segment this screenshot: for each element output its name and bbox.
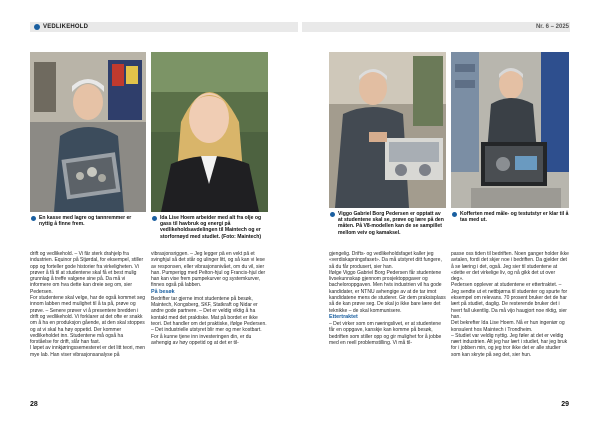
paragraph: Det bekrefter Ida Lise Hoem. Nå er hun ingeniør og konsulent hos Maintech i Trondheim. xyxy=(451,320,565,333)
photo-ida-portrait-image xyxy=(151,52,268,212)
caption-arrow-icon xyxy=(452,212,457,217)
subheading-ettertraktet: Ettertraktet xyxy=(329,313,358,320)
paragraph: – Det industrielle utstyret blir mer og mer kostbart. For å kunne tjene inn investeringen din, er du avhengig av høy oppetid og at det er til- xyxy=(151,327,262,346)
paragraph: For studentene skal velge, har de også kommet seg innom labben med mulighet til å ta på, prøve og prøve. – Senere prøver vi å presentere bredden i drift og vedlikehold. Vi forklarer at det ofte er snakk om å ha en produksjon gående, at den skal stoppes og at vi skal ha høy oppetid. Der kommer vedlikeholdet inn. Studentene må også ha forståelse for drift, slår han fast. xyxy=(30,295,146,346)
caption-arrow-icon xyxy=(330,212,335,217)
photo-parts-box xyxy=(30,52,146,212)
paragraph: – Studiet var veldig nyttig. Jeg føler at det er veldig nært industrien. Alt jeg har lært i studiet, har jeg bruk for i jobben min, og jeg tror ikke det er alle studier som kan skryte på seg det, sier hun. xyxy=(451,332,568,358)
header-bar-right xyxy=(302,22,570,32)
section-label xyxy=(34,22,88,32)
caption-parts-box: En kasse med lagre og tannremmer er nyttig å finne frem. xyxy=(39,215,146,227)
section-title: VEDLIKEHOLD xyxy=(43,24,89,30)
photo-ida-lise-hoem xyxy=(151,52,268,212)
paragraph: – Det virker som om næringslivet, er at studentene får en oppgave, kanskje kan komme på besøk, bedriften som stiller opp og gir mulighet for å jobbe med en reell problemstilling. Vi må til- xyxy=(329,320,442,346)
paragraph: passe oss tiden til bedriften. Noen ganger holder ikke avtalen, fordi det skjer noe i bedriften. Da gjelder det å se læring i det, også. Jeg sier til studentene at «dette er det virkelige liv, og nå gikk det ut over deg». xyxy=(451,251,569,283)
issue-number: Nr. 6 – 2025 xyxy=(535,24,569,30)
caption-arrow-icon xyxy=(152,216,157,221)
photo-v8-model xyxy=(329,52,446,208)
paragraph: Pedersen opplever at studentene er ettertraktet. – Jeg sendte ut et nettbjørna til studenter og spurte for eksempel om relevans. 70 prosent bruker det de har lært på studiet, daglig. De resterende bruker det i hvert fall ukentlig. Da må vijo haugjort noe riktig, sier han. xyxy=(451,282,568,320)
photo-test-case xyxy=(451,52,569,208)
paragraph: Bedrifter tar gjerne imot studentene på besøk, Maintech, Kongsberg, SKF, Statkraft og Nidar er andre gode partnere. – Det er veldig viktig å ha kontakt med det praktiske. Mat på bordet er ikke teori. Det handler om det praktiske, ifølge Pedersen. xyxy=(151,295,267,327)
photo-test-case-image xyxy=(451,52,569,208)
text-column-2 xyxy=(151,251,268,393)
paragraph: I løpet av innkjøringssemesteret er det litt teori, men mye lab. Han viser vibrasjonsanalyse på xyxy=(30,345,146,358)
photo-parts-box-image xyxy=(30,52,146,212)
subheading-pa-besok: På besøk xyxy=(151,288,175,295)
caption-ida-lise-hoem: Ida Lise Hoem arbeider med alt fra olje og gass til havbruk og energi på vedlikeholdsavdelingen til Maintech og er storfornøyd med studiet. (Foto: Maintech) xyxy=(160,215,268,240)
paragraph: Ifølge Viggo Gabriel Borg Pedersen får studentene livsekunnskap gjennom prosjektoppgaver og bacheloroppgaven. Men hvis industrien vil ha gode kandidater, er NTNU avhengige av at de tar imot kandidatene mens de studerer. Gir dem praksisplass så de kan prøve seg. De skal jo ikke bare lære det teknikke – de skal kommunisere. xyxy=(329,269,446,314)
text-column-3 xyxy=(329,251,446,393)
page-number-right: 29 xyxy=(561,401,569,408)
photo-v8-model-image xyxy=(329,52,446,208)
text-column-4 xyxy=(451,251,569,393)
caption-test-case: Kofferten med måle- og testutstyr er klar til å tas med ut. xyxy=(460,211,569,223)
page-number-left: 28 xyxy=(30,401,38,408)
text-column-1 xyxy=(30,251,146,393)
caption-arrow-icon xyxy=(31,216,36,221)
paragraph: drift og vedlikehold. – Vi får sterk drahjelp fra industrien. Equinor på Stjørdal, for eksempel, stiller opp og forteller gode historier fra virkeligheten. Vi prøver å få til at studentene skal få et best mulig grunnlag å treffe valgene sine på. Da må vi informere om hva dette kan dreie seg om, sier Pedersen. xyxy=(30,251,144,295)
paragraph: gjengelig. Drifts- og vedlikeholdsfaget kaller jeg «verdiskapningsfaset». Da må utstyret ditt fungere, så du får produsert, sier han. xyxy=(329,251,442,270)
paragraph: vibrasjonsriggen. – Jeg legger på en vekt på et svinghjul så det står og ulinger litt, og så kan vi lese av responsen, eller vibrasjonsnivået, om du vil, sier han. Pumperigg med Pelton-hjul og Francis-hjul der han kan vise frem pumpekurver og systemkurver, finnes også på labben. xyxy=(151,251,266,289)
section-dot-icon xyxy=(34,24,40,30)
caption-v8-model: Viggo Gabriel Borg Pedersen er opptatt av at studentene skal se, prøve og lære på den måten. På V8-modellen kan de se sampillet mellom veiv og kamaksel. xyxy=(338,211,446,236)
